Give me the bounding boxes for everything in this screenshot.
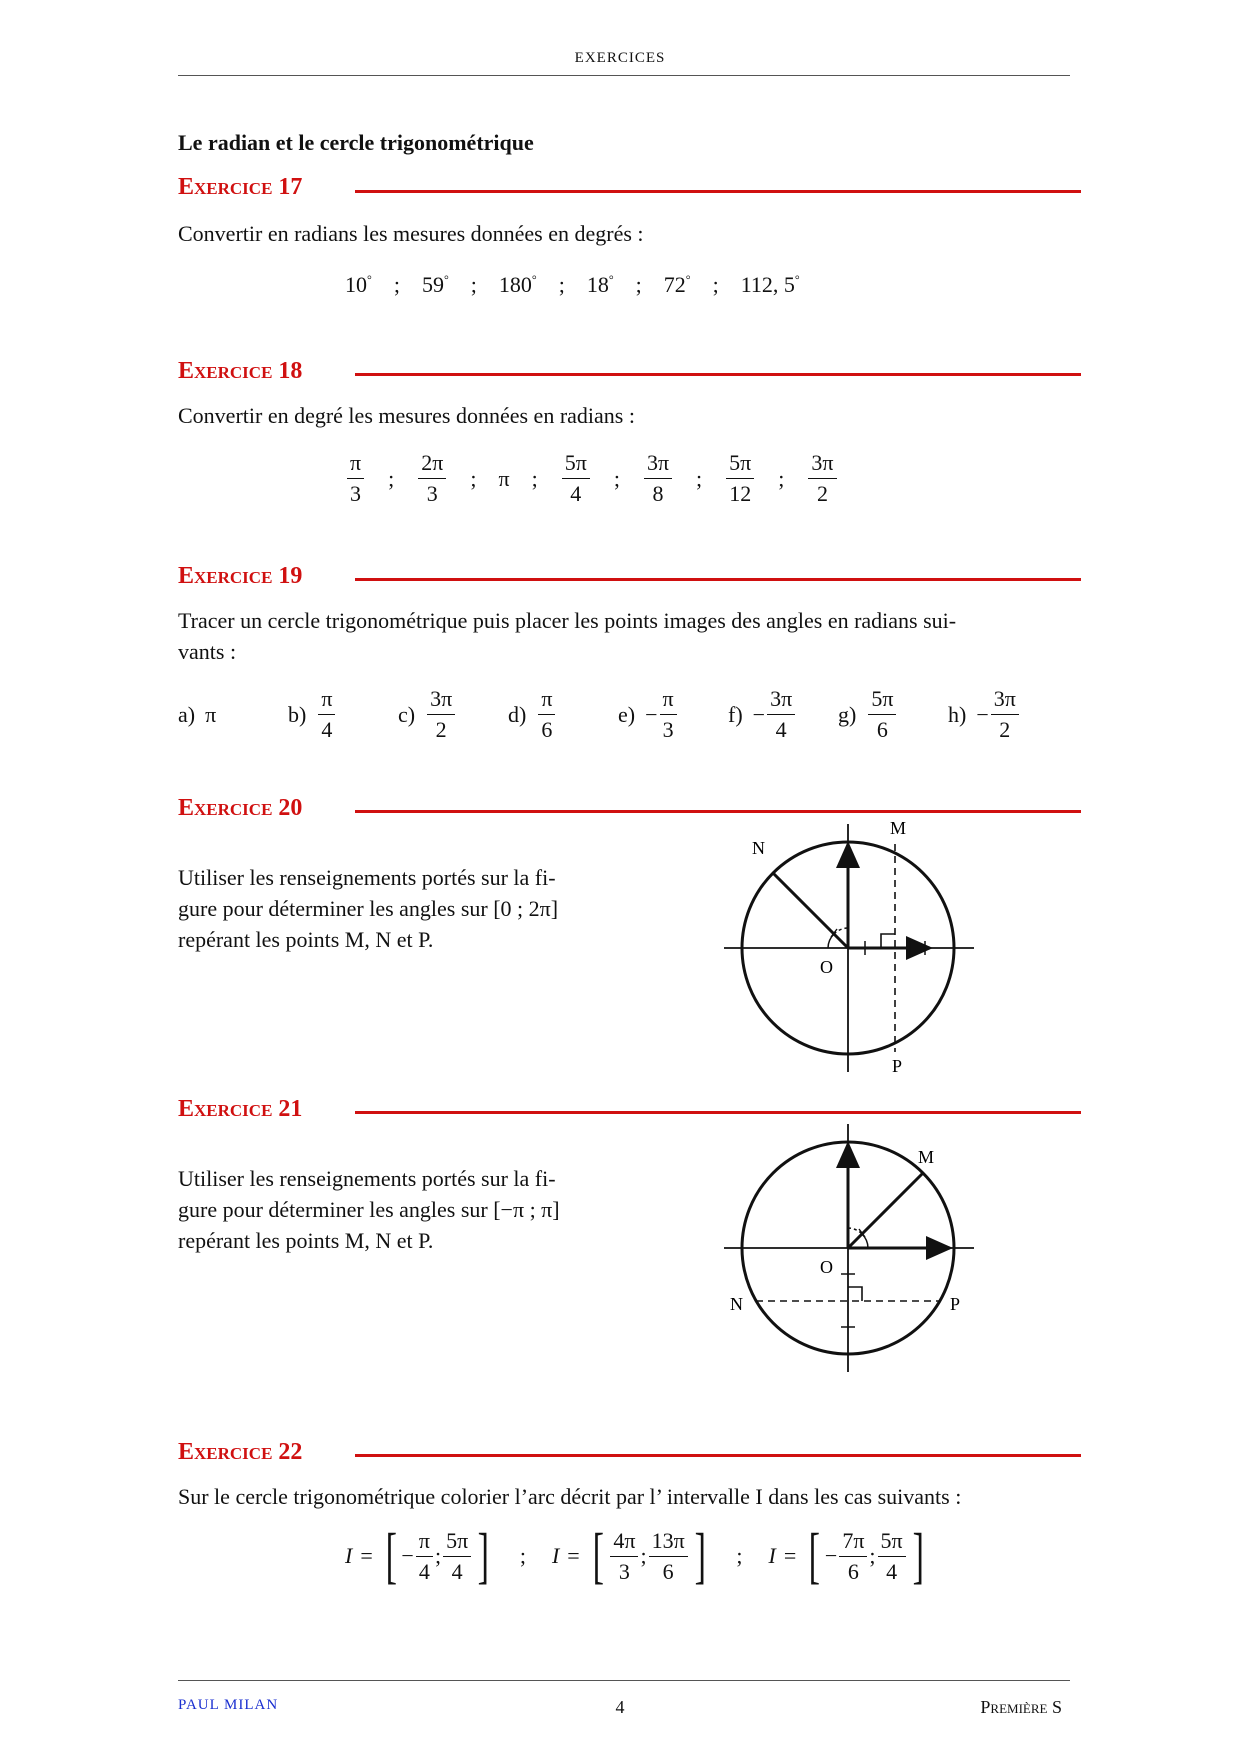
label-O: O xyxy=(820,1257,833,1277)
exercise-19-instruction-line2: vants : xyxy=(178,639,237,664)
degree-symbol: ° xyxy=(608,272,614,287)
degree-symbol: ° xyxy=(367,272,372,287)
radian-fraction xyxy=(644,452,672,505)
degree-value: 72° xyxy=(663,272,691,297)
denominator: 6 xyxy=(847,1558,859,1584)
label-P: P xyxy=(950,1294,961,1314)
denominator: 2 xyxy=(435,717,447,742)
numerator: 4π xyxy=(610,1530,638,1557)
angle-fraction xyxy=(767,688,795,741)
angle-item xyxy=(508,688,618,741)
angle-fraction xyxy=(427,688,455,741)
denominator: 6 xyxy=(662,1558,674,1584)
exercise-17-title: Exercice 17 xyxy=(178,174,303,200)
upper-bound xyxy=(443,1527,471,1584)
separator: ; xyxy=(635,272,642,297)
angle-value: π xyxy=(205,701,217,727)
separator: ; xyxy=(712,272,719,297)
separator: ; xyxy=(696,465,703,491)
numerator: 3π xyxy=(644,452,672,479)
numerator: 3π xyxy=(808,452,836,479)
angle-fraction xyxy=(318,688,335,741)
label-N: N xyxy=(752,838,765,858)
denominator: 6 xyxy=(541,717,553,742)
exercise-21-title: Exercice 21 xyxy=(178,1096,303,1122)
exercise-22-rule xyxy=(355,1454,1081,1457)
separator: ; xyxy=(470,272,477,297)
numerator: π xyxy=(318,688,335,715)
exercise-17-rule xyxy=(355,190,1081,193)
exercise-22-title: Exercice 22 xyxy=(178,1439,303,1465)
numerator: π xyxy=(660,688,677,715)
degree-value: 112, 5° xyxy=(740,272,800,297)
label-P: P xyxy=(892,1056,903,1076)
exercise-20-rule xyxy=(355,810,1081,813)
denominator: 6 xyxy=(876,717,888,742)
numerator: 3π xyxy=(991,688,1019,715)
exercise-21-rule xyxy=(355,1111,1081,1114)
right-bracket: ] xyxy=(477,1522,490,1590)
interval-variable: I xyxy=(345,1543,353,1568)
exercise-19-items xyxy=(178,688,1058,741)
footer-author: PAUL MILAN xyxy=(178,1697,279,1713)
interval xyxy=(551,1522,710,1590)
numerator: 3π xyxy=(767,688,795,715)
minus-sign: − xyxy=(752,701,766,727)
item-label: e) xyxy=(618,701,636,727)
exercise-22-intervals xyxy=(345,1522,928,1590)
minus-sign: − xyxy=(824,1543,838,1568)
exercise-19-instruction-line1: Tracer un cercle trigonométrique puis placer les points images des angles en radians sui- xyxy=(178,608,957,633)
denominator: 4 xyxy=(570,481,582,506)
numerator: 5π xyxy=(878,1530,906,1557)
denominator: 3 xyxy=(426,481,438,506)
exercise-20-text-line1: Utiliser les renseignements portés sur la fi- xyxy=(178,865,556,890)
separator: ; xyxy=(393,272,400,297)
section-title: Le radian et le cercle trigonométrique xyxy=(178,130,534,155)
footer-class: Première S xyxy=(980,1697,1062,1717)
item-label: b) xyxy=(288,701,307,727)
radius-ON xyxy=(773,873,848,948)
angle-item xyxy=(398,688,508,741)
separator: ; xyxy=(640,1543,647,1568)
exercise-18-rule xyxy=(355,373,1081,376)
interval-variable: I xyxy=(768,1543,776,1568)
interval xyxy=(768,1522,928,1590)
numerator: 5π xyxy=(868,688,896,715)
degree-value: 59° xyxy=(421,272,449,297)
angle-fraction xyxy=(991,688,1019,741)
angle-item xyxy=(728,688,838,741)
equals-sign: = xyxy=(360,1543,373,1568)
right-angle-mark xyxy=(881,934,895,948)
radian-fraction xyxy=(347,452,364,505)
lower-bound xyxy=(839,1527,867,1584)
numerator: 5π xyxy=(726,452,754,479)
separator: ; xyxy=(519,1543,526,1568)
denominator: 4 xyxy=(775,717,787,742)
denominator: 3 xyxy=(618,1558,630,1584)
item-label: a) xyxy=(178,701,196,727)
exercise-20-figure xyxy=(720,820,980,1080)
right-bracket: ] xyxy=(912,1522,924,1590)
left-bracket: [ xyxy=(385,1522,397,1590)
left-bracket: [ xyxy=(808,1522,821,1590)
footer-rule xyxy=(178,1680,1070,1681)
label-M: M xyxy=(918,1147,935,1167)
label-O: O xyxy=(820,957,833,977)
angle-item xyxy=(618,688,728,741)
exercise-20-title: Exercice 20 xyxy=(178,795,303,821)
exercise-18-values xyxy=(345,452,839,505)
exercise-17-instruction: Convertir en radians les mesures données en degrés : xyxy=(178,221,644,246)
label-N: N xyxy=(730,1294,743,1314)
minus-sign: − xyxy=(976,701,989,727)
interval-variable: I xyxy=(551,1543,560,1568)
degree-value: 18° xyxy=(586,272,614,297)
numerator: 5π xyxy=(562,452,590,479)
separator: ; xyxy=(613,465,620,491)
radius-OM xyxy=(848,1173,923,1248)
exercise-20-text-line2: gure pour déterminer les angles sur [0 ; 2π] xyxy=(178,896,559,921)
separator: ; xyxy=(531,465,538,491)
exercise-21-text-line1: Utiliser les renseignements portés sur la fi- xyxy=(178,1166,556,1191)
numerator: π xyxy=(416,1530,433,1557)
exercise-21-text-line3: repérant les points M, N et P. xyxy=(178,1228,434,1253)
degree-symbol: ° xyxy=(794,272,800,287)
degree-symbol: ° xyxy=(531,272,537,287)
degree-value: 10° xyxy=(345,272,372,297)
separator: ; xyxy=(869,1543,876,1568)
item-label: g) xyxy=(838,701,857,727)
right-bracket: ] xyxy=(694,1522,706,1590)
item-label: f) xyxy=(728,701,743,727)
separator: ; xyxy=(388,465,395,491)
denominator: 3 xyxy=(350,481,362,506)
angle-fraction xyxy=(868,688,896,741)
radian-value: π xyxy=(498,465,510,491)
angle-fraction xyxy=(538,688,555,741)
denominator: 4 xyxy=(321,717,333,742)
running-header: EXERCICES xyxy=(574,50,666,66)
equals-sign: = xyxy=(567,1543,580,1568)
exercise-21-text xyxy=(178,1163,628,1256)
exercise-17-values xyxy=(345,272,800,298)
upper-bound xyxy=(878,1527,906,1584)
separator: ; xyxy=(434,1543,442,1568)
item-label: d) xyxy=(508,701,527,727)
radian-fraction xyxy=(418,452,446,505)
exercise-18-instruction: Convertir en degré les mesures données en radians : xyxy=(178,403,635,428)
left-bracket: [ xyxy=(592,1522,604,1590)
exercise-18-title: Exercice 18 xyxy=(178,358,303,384)
separator: ; xyxy=(778,465,785,491)
radian-fraction xyxy=(562,452,590,505)
numerator: π xyxy=(538,688,555,715)
numerator: 7π xyxy=(839,1530,867,1557)
denominator: 3 xyxy=(662,717,674,742)
lower-bound xyxy=(610,1527,638,1584)
angle-item xyxy=(178,702,288,728)
exercise-20-text-line3: repérant les points M, N et P. xyxy=(178,927,434,952)
numerator: 5π xyxy=(443,1530,471,1557)
angle-item xyxy=(288,688,398,741)
right-angle-mark xyxy=(848,1287,862,1301)
minus-sign: − xyxy=(645,701,658,727)
angle-item xyxy=(948,688,1058,741)
exercise-19-rule xyxy=(355,578,1081,581)
exercise-21-text-line2: gure pour déterminer les angles sur [−π ; π] xyxy=(178,1197,560,1222)
numerator: 13π xyxy=(649,1530,688,1557)
denominator: 4 xyxy=(886,1558,898,1584)
exercise-19-instruction xyxy=(178,605,1078,667)
header-rule xyxy=(178,75,1070,76)
denominator: 2 xyxy=(999,717,1011,742)
separator: ; xyxy=(470,465,477,491)
denominator: 8 xyxy=(652,481,664,506)
exercise-21-figure xyxy=(720,1120,980,1380)
angle-fraction xyxy=(660,688,677,741)
interval xyxy=(345,1522,494,1590)
numerator: π xyxy=(347,452,364,479)
denominator: 12 xyxy=(729,481,752,506)
exercise-22-instruction: Sur le cercle trigonométrique colorier l’arc décrit par l’ intervalle I dans les cas suivants : xyxy=(178,1484,962,1509)
footer-page-number: 4 xyxy=(615,1697,625,1717)
degree-value: 180° xyxy=(498,272,537,297)
separator: ; xyxy=(558,272,565,297)
degree-symbol: ° xyxy=(443,272,449,287)
equals-sign: = xyxy=(783,1543,797,1568)
radian-fraction xyxy=(726,452,754,505)
exercise-19-title: Exercice 19 xyxy=(178,563,303,589)
denominator: 4 xyxy=(451,1558,463,1584)
exercise-20-text xyxy=(178,862,628,955)
item-label: c) xyxy=(398,701,416,727)
numerator: 2π xyxy=(418,452,446,479)
item-label: h) xyxy=(948,701,967,727)
degree-symbol: ° xyxy=(685,272,691,287)
numerator: 3π xyxy=(427,688,455,715)
denominator: 4 xyxy=(418,1558,430,1584)
label-M: M xyxy=(890,820,907,838)
angle-item xyxy=(838,688,948,741)
separator: ; xyxy=(736,1543,743,1568)
upper-bound xyxy=(649,1527,688,1584)
denominator: 2 xyxy=(816,481,828,506)
lower-bound xyxy=(416,1527,433,1584)
radian-fraction xyxy=(808,452,836,505)
minus-sign: − xyxy=(401,1543,414,1568)
